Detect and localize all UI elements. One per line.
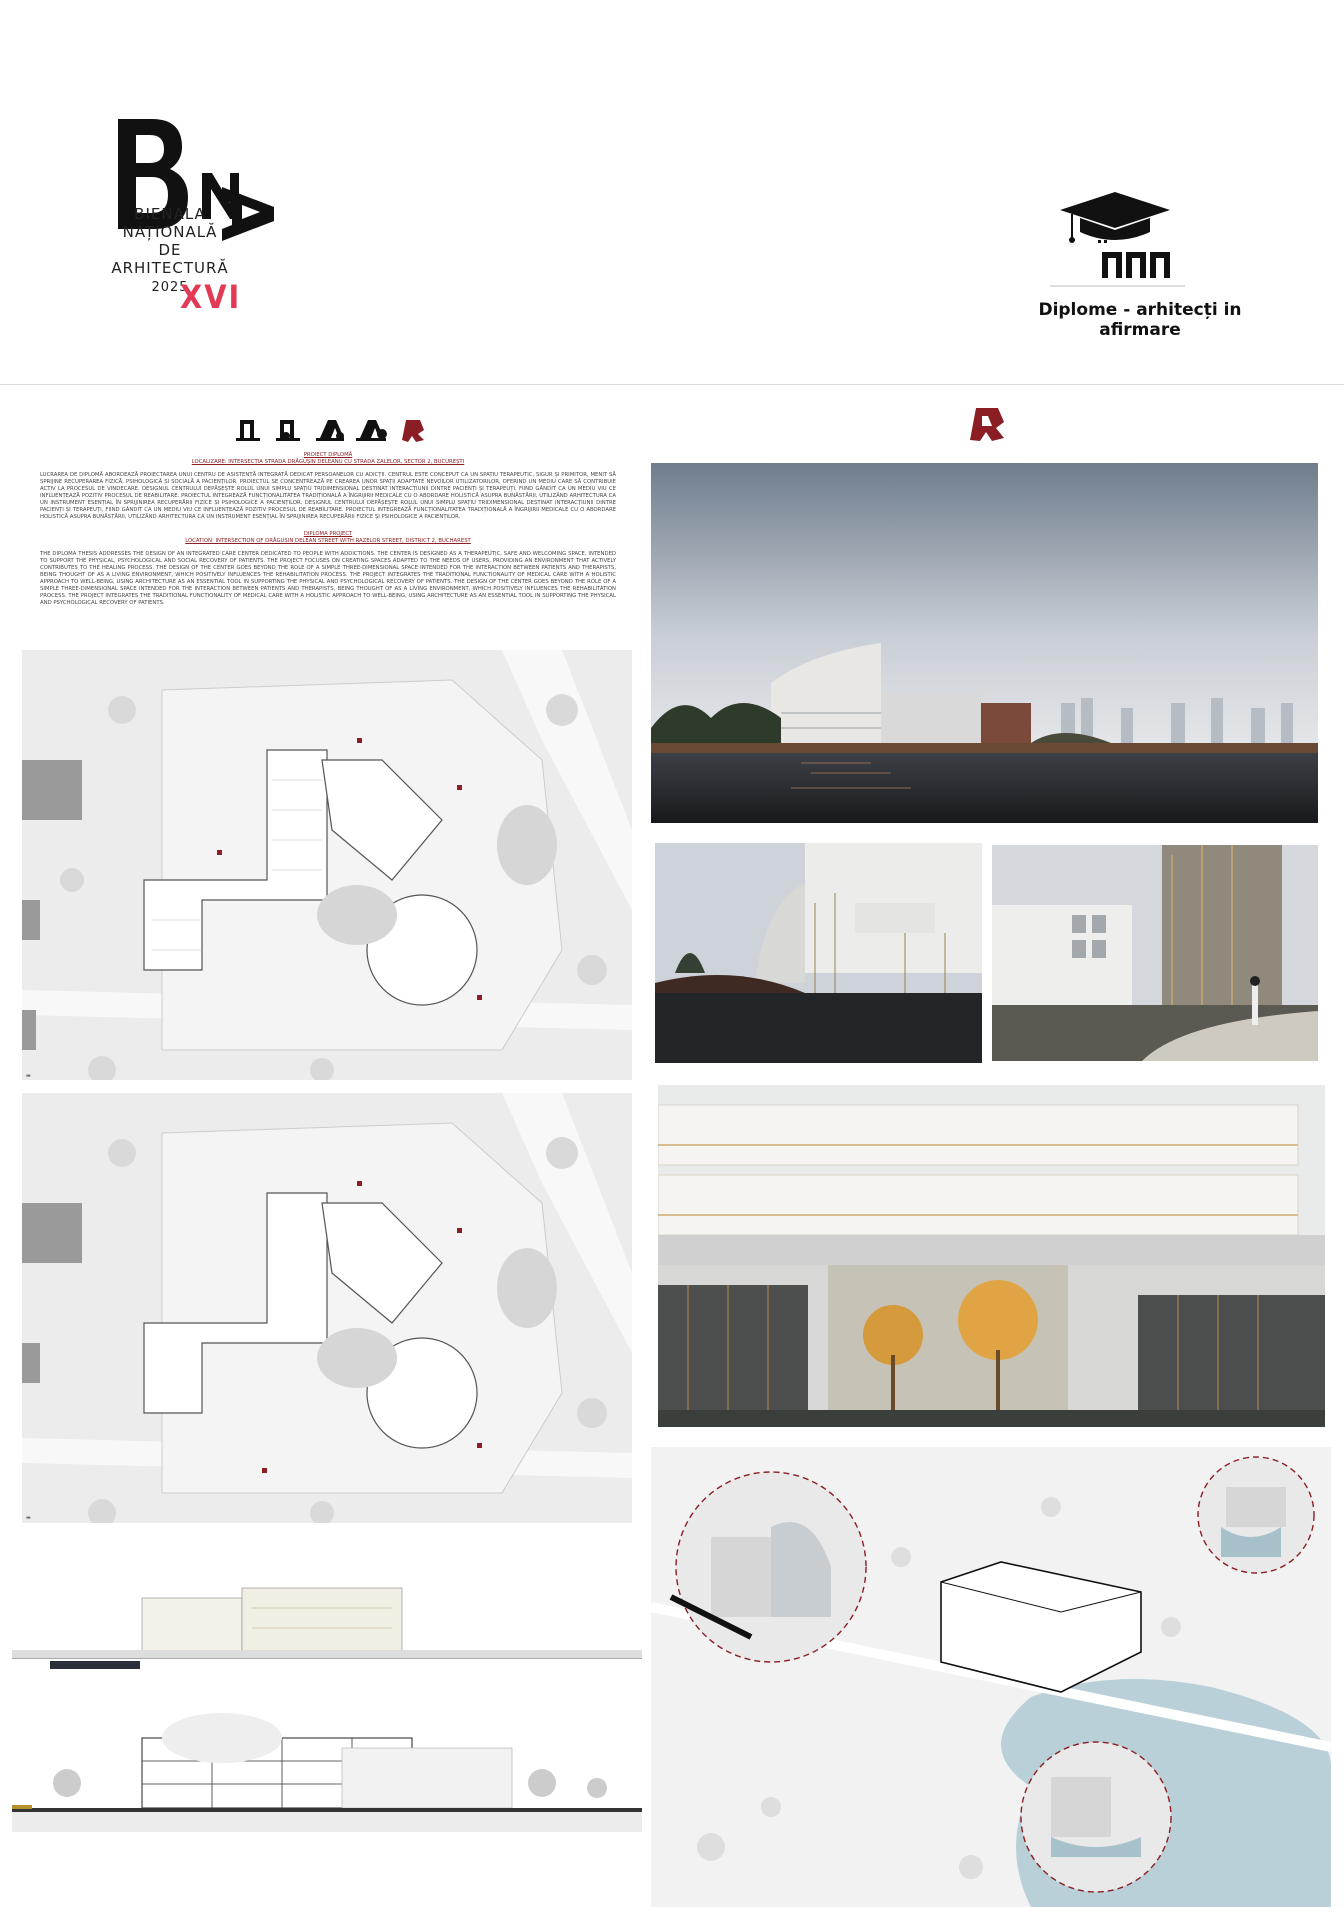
mini-logo-3-icon (316, 420, 344, 441)
diploma-caption: Diplome - arhitecți in afirmare (1038, 300, 1242, 340)
project-description (40, 452, 616, 617)
header-divider (0, 384, 1344, 385)
bna-logo (110, 115, 300, 345)
mini-logo-4-icon (356, 420, 387, 441)
graduation-cap-icon (1040, 190, 1190, 290)
project-logo-icon (966, 400, 1012, 446)
project-logo (966, 400, 1012, 446)
en-text: THE DIPLOMA THESIS ADDRESSES THE DESIGN OF AN INTEGRATED CARE CENTER DEDICATED TO PEOPLE WITH ADDICTIONS. THE CENTER IS DESIGNED AS A THERAPEUTIC, SAFE AND WELCOMING SPACE, INTENDED TO SUPPORT THE PHYSICAL, PSYCHOLOGICAL AND SOCIAL RECOVERY OF PATIENTS. THE PROJECT FOCUSES ON CREATING SPACES ADAPTED TO THE NEEDS OF USERS, PROVIDING AN ENVIRONMENT THAT ACTIVELY CONTRIBUTES TO THE HEALING PROCESS. THE DESIGN OF THE CENTER GOES BEYOND THE ROLE OF A SIMPLE THREE-DIMENSIONAL SPACE INTENDED FOR THE INTERACTION BETWEEN PATIENTS AND THERAPISTS, BEING THOUGHT OF AS A LIVING ENVIRONMENT, WHICH POSITIVELY INFLUENCES THE REHABILITATION PROCESS. THE PROJECT INTEGRATES THE TRADITIONAL FUNCTIONALITY OF MEDICAL CARE WITH A HOLISTIC APPROACH TO WELL-BEING, USING ARCHITECTURE AS AN ESSENTIAL TOOL IN SUPPORTING THE PHYSICAL AND PSYCHOLOGICAL RECOVERY OF PATIENTS. THE DESIGN OF THE CENTER GOES BEYOND THE ROLE OF A SIMPLE THREE-DIMENSIONAL SPACE INTENDED FOR THE INTERACTION BETWEEN PATIENTS AND THERAPISTS, BEING THOUGHT OF AS A LIVING ENVIRONMENT, WHICH POSITIVELY INFLUENCES THE REHABILITATION PROCESS. THE PROJECT INTEGRATES THE TRADITIONAL FUNCTIONALITY OF MEDICAL CARE WITH A HOLISTIC APPROACH TO WELL-BEING, USING ARCHITECTURE AS AN ESSENTIAL TOOL IN SUPPORTING THE PHYSICAL AND PSYCHOLOGICAL RECOVERY OF PATIENTS. (40, 551, 616, 606)
bna-line-2: NAȚIONALĂ (122, 223, 218, 241)
bna-edition: XVI (180, 278, 242, 316)
en-heading: DIPLOMA PROJECT (303, 531, 353, 537)
site-plan-upper-floor (22, 1093, 632, 1523)
mini-logo-1-icon (236, 420, 260, 441)
en-location: LOCATION: INTERSECTION OF DRĂGUȘIN DELEAN STREET WITH RAZELOR STREET, DISTRICT 2, BUCHAREST (185, 538, 471, 544)
bna-line-4: ARHITECTURĂ (111, 259, 229, 277)
diploma-logo (1040, 190, 1190, 290)
axonometric-site-view (651, 1447, 1331, 1907)
plan-2-label: ▬ (26, 1515, 31, 1521)
ro-heading: PROIECT DIPLOMĂ (303, 452, 353, 458)
ro-location: LOCALIZARE: INTERSECȚIA STRADA DRĂGUȘIN DELEANU CU STRADA ZALELOR, SECTOR 2, BUCUREȘTI (191, 459, 465, 465)
bna-line-1: BIENALA (134, 205, 206, 223)
plan-1-label: ▬ (26, 1073, 31, 1079)
render-facade-courtyard (658, 1085, 1325, 1427)
mini-logo-2-icon (276, 420, 300, 441)
bna-year: 2025 (151, 280, 189, 295)
ro-text: LUCRAREA DE DIPLOMĂ ABORDEAZĂ PROIECTAREA UNUI CENTRU DE ASISTENȚĂ INTEGRATĂ DEDICAT PERSOANELOR CU ADICȚII. CENTRUL ESTE CONCEPUT CA UN SPAȚIU TERAPEUTIC, SIGUR ȘI PRIMITOR, MENIT SĂ SPRIJINE RECUPERAREA FIZICĂ, PSIHOLOGICĂ ȘI SOCIALĂ A PACIENȚILOR. PROIECTUL SE CONCENTREAZĂ PE CREAREA UNOR SPAȚII ADAPTATE NEVOILOR UTILIZATORILOR, OFERIND UN MEDIU CARE SĂ CONTRIBUIE ACTIV LA PROCESUL DE VINDECARE. DESIGNUL CENTRULUI DEPĂȘEȘTE ROLUL UNUI SIMPLU SPAȚIU TRIDIMENSIONAL DESTINAT INTERACȚIUNII DINTRE PACIENȚI ȘI TERAPEUȚI, FIIND GÂNDIT CA UN MEDIU VIU CE INFLUENȚEAZĂ POZITIV PROCESUL DE REABILITARE. PROIECTUL INTEGREAZĂ FUNCȚIONALITATEA TRADIȚIONALĂ A ÎNGRIJIRII MEDICALE CU O ABORDARE HOLISTICĂ ASUPRA BUNĂSTĂRII, UTILIZÂND ARHITECTURA CA UN INSTRUMENT ESENȚIAL ÎN SPRIJINIREA RECUPERĂRII FIZICE ȘI PSIHOLOGICE A PACIENȚILOR. DESIGNUL CENTRULUI DEPĂȘEȘTE ROLUL UNUI SIMPLU SPAȚIU TRIDIMENSIONAL DESTINAT INTERACȚIUNII DINTRE PACIENȚI ȘI TERAPEUȚI, FIIND GÂNDIT CA UN MEDIU VIU CE INFLUENȚEAZĂ POZITIV PROCESUL DE REABILITARE. PROIECTUL INTEGREAZĂ FUNCȚIONALITATEA TRADIȚIONALĂ A ÎNGRIJIRII MEDICALE CU O ABORDARE HOLISTICĂ ASUPRA BUNĂSTĂRII, UTILIZÂND ARHITECTURA CA UN INSTRUMENT ESENȚIAL ÎN SPRIJINIREA RECUPERĂRII FIZICE ȘI PSIHOLOGICE A PACIENȚILOR. (40, 472, 616, 520)
site-plan-ground-floor (22, 650, 632, 1080)
mini-logo-5-icon (402, 420, 424, 442)
render-waterfront-view (651, 463, 1318, 823)
render-entrance-walkway (655, 843, 982, 1063)
section-elevation-drawing (12, 1573, 642, 1843)
render-courtyard-path (992, 845, 1318, 1061)
project-mini-logos (232, 410, 432, 446)
bna-line-3: DE (158, 241, 182, 259)
